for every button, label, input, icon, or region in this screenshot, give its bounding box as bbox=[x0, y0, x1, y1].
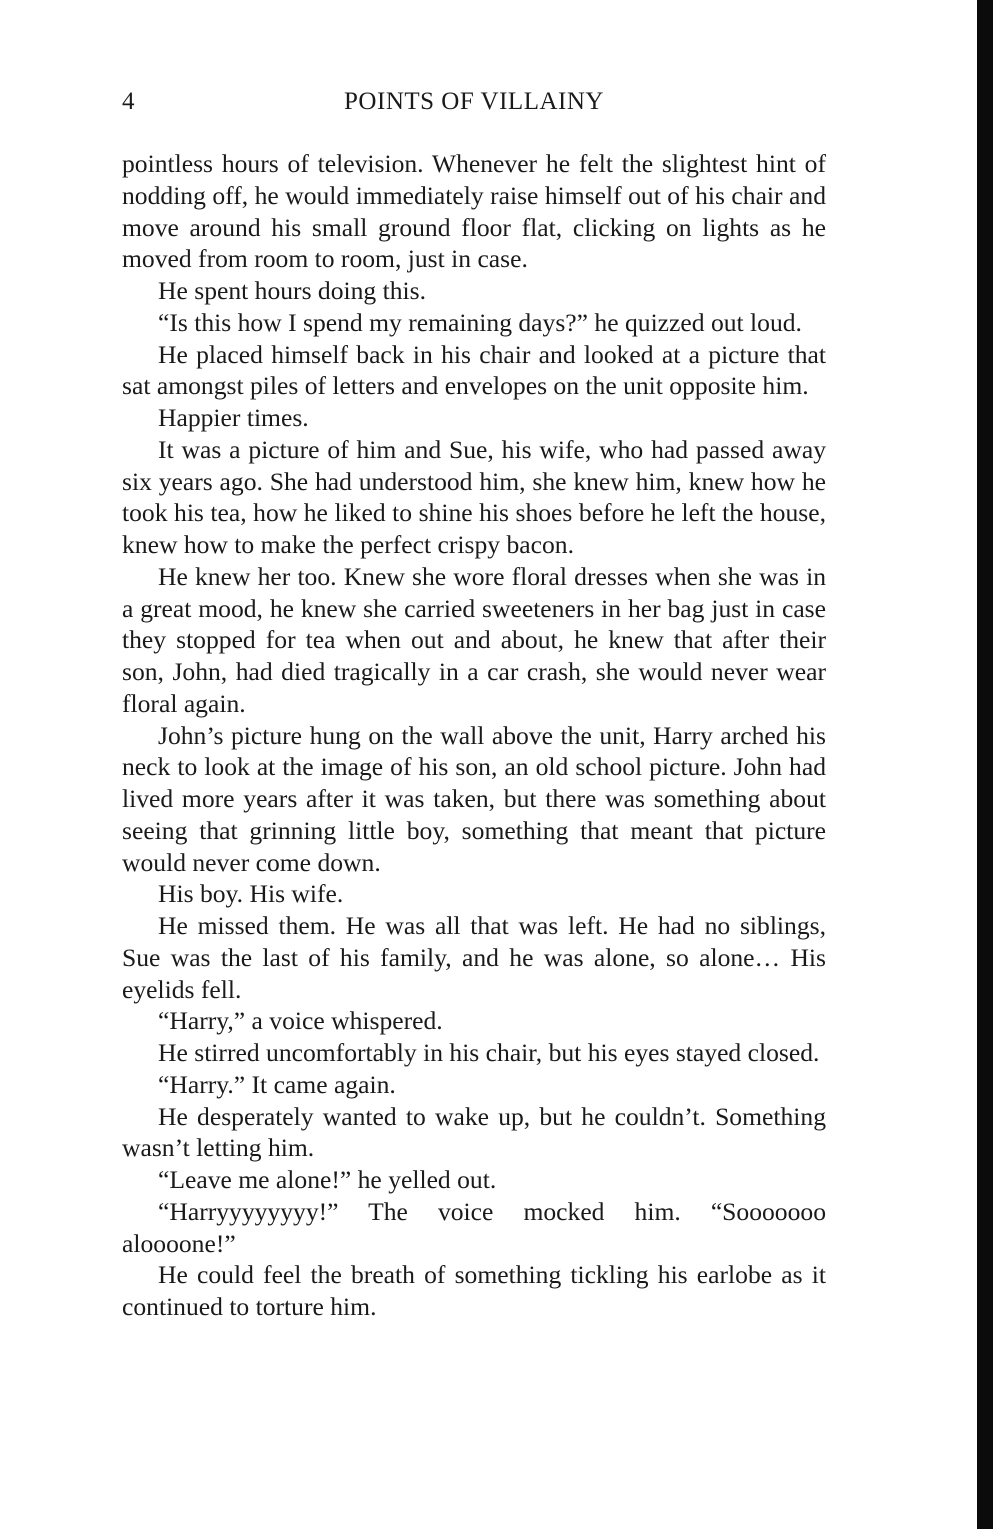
page-number: 4 bbox=[122, 88, 135, 115]
paragraph: It was a picture of him and Sue, his wife, who had passed away six years ago. She had understood him, she knew him, knew how he took his tea, how he liked to shine his shoes before he left the house, knew how to make the perfect crispy bacon. bbox=[122, 434, 826, 559]
body-text bbox=[122, 148, 826, 1323]
paragraph: His boy. His wife. bbox=[158, 879, 344, 909]
paragraph: “Harry.” It came again. bbox=[158, 1069, 396, 1099]
page-header bbox=[122, 88, 826, 118]
page-edge-strip bbox=[977, 0, 993, 1529]
paragraph: He placed himself back in his chair and looked at a picture that sat amongst piles of letters and envelopes on the unit opposite him. bbox=[122, 339, 826, 401]
paragraph: Happier times. bbox=[158, 403, 309, 432]
paragraph: pointless hours of television. Whenever he felt the slightest hint of nodding off, he would immediately raise himself out of his chair and move around his small ground floor flat, clicking on lights as he moved from room to room, just in case. bbox=[122, 149, 826, 274]
running-title: POINTS OF VILLAINY bbox=[344, 88, 604, 115]
paragraph: He missed them. He was all that was left. He had no siblings, Sue was the last of his family, and he was alone, so alone… His eyelids fell. bbox=[122, 911, 826, 1004]
paragraph: John’s picture hung on the wall above the unit, Harry arched his neck to look at the image of his son, an old school picture. John had lived more years after it was taken, but there was something about seeing that grinning little boy, something that meant that picture would never come down. bbox=[122, 720, 826, 877]
paragraph: He knew her too. Knew she wore floral dresses when she was in a great mood, he knew she carried sweeteners in her bag just in case they stopped for tea when out and about, he knew that after their son, John, had died tragically in a car crash, she would never wear floral again. bbox=[122, 561, 826, 718]
paragraph: “Leave me alone!” he yelled out. bbox=[158, 1165, 497, 1194]
paragraph: He stirred uncomfortably in his chair, but his eyes stayed closed. bbox=[158, 1038, 820, 1067]
paragraph: “Harry,” a voice whispered. bbox=[158, 1006, 443, 1036]
paragraph: He could feel the breath of something tickling his earlobe as it continued to torture him. bbox=[122, 1260, 826, 1321]
paragraph: He spent hours doing this. bbox=[158, 276, 427, 305]
paragraph: He desperately wanted to wake up, but he couldn’t. Something wasn’t letting him. bbox=[122, 1101, 826, 1163]
paragraph: “Is this how I spend my remaining days?” he quizzed out loud. bbox=[158, 307, 802, 337]
paragraph: “Harryyyyyyyy!” The voice mocked him. “Sooooooo aloooone!” bbox=[122, 1196, 826, 1258]
